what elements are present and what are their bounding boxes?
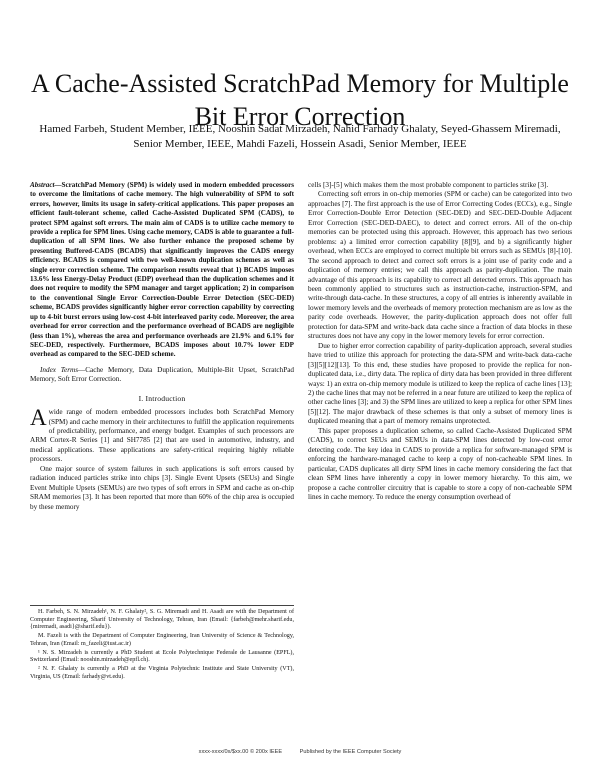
publisher-notice: Published by the IEEE Computer Society [299, 749, 402, 755]
body-paragraph: Due to higher error correction capability of parity-duplication approach, several studies have tried to utilize this approach for protecting the data-SPM and write-back data-cache [3][5][12][13]. To this end, these studies have proposed to provide the replica for non-duplicated data, i.e., dirty data. The replica of dirty data has been provided in three different ways: 1) an extra on-chip memory module is utilized to keep the replica of cache lines [13]; 2) the cache lines that may not be referred in a near future are utilized to keep the replica of other cache lines [3]; and 3) the SPM lines are utilized to keep a replica for other SPM lines [5][12]. The major drawback of these schemes is that only a subset of memory lines is duplicated meaning that a part of memory remains unprotected. [308, 341, 572, 426]
index-terms-label: Index Terms [40, 365, 79, 374]
footnote: M. Fazeli is with the Department of Computer Engineering, Iran University of Science & Technology, Tehran, Iran (Email: m_fazeli@iust.ac.ir) [30, 633, 294, 647]
left-column [30, 181, 294, 512]
author-list: Hamed Farbeh, Student Member, IEEE, Nooshin Sadat Mirzadeh, Nahid Farhady Ghalaty, Seyed-Ghassem Miremadi, Senior Member, IEEE, Mahdi Fazeli, Hossein Asadi, Senior Member, IEEE [39, 123, 561, 150]
page-footer [0, 749, 600, 755]
abstract-label: Abstract— [30, 181, 62, 189]
footnote: ¹ N. S. Mirzadeh is currently a PhD Student at Ecole Polytechnique Federale de Lausanne (EPFL), Switzerland (Email: nooshin.mirzadeh@epfl.ch). [30, 649, 294, 664]
abstract-text: ScratchPad Memory (SPM) is widely used in modern embedded processors to overcome the limitations of cache memory. The high vulnerability of SPM to soft errors, however, limits its usage in safety-critical applications. This paper proposes an efficient fault-tolerant scheme, called Cache-Assisted Duplicated SPM (CADS), to protect SPM against soft errors. The main aim of CADS is to utilize cache memory to provide a replica for SPM lines. Using cache memory, CADS is able to guarantee a full-duplication of all SPM lines. We also further enhance the proposed scheme by presenting Buffered-CADS (BCADS) that significantly improves the CADS energy efficiency. BCADS is compared with two well-known duplication schemes as well as single error correction scheme. The comparison results reveal that 1) BCADS imposes 13.6% less Energy-Delay Product (EDP) overhead than the duplication schemes and it does not require to modify the SPM manager and target application; 2) in comparison to the conventional Single Error Correction-Double Error Detection (SEC-DED) scheme, BCADS provides significantly higher error correction capability by correcting up to 4-bit burst errors using low-cost 4-bit interleaved parity code. Moreover, the area overhead for error correction and the performance overhead of BCADS are negligible (less than 1%), whereas the area and performance overheads are 21.9% and 6.1% for SEC-DED, respectively. Furthermore, BCADS imposes about 10.7% lower EDP overhead as compared to the SEC-DED scheme. [30, 181, 294, 359]
footnote: H. Farbeh, S. N. Mirzadeh¹, N. F. Ghalaty², S. G. Miremadi and H. Asadi are with the Department of Computer Engineering, Sharif University of Technology, Tehran, Iran (Email: {farbeh@mehr.sharif.edu, {miremadi, asadi}@sharif.edu}). [30, 609, 294, 631]
index-terms [30, 366, 294, 385]
dropcap-letter: A [30, 405, 47, 431]
footnote: ² N. F. Ghalaty is currently a PhD at the Virginia Polytechnic Institute and State University (VT), Virginia, US (Email: farhady@vt.edu). [30, 665, 294, 680]
body-paragraph: This paper proposes a duplication scheme, so called Cache-Assisted Duplicated SPM (CADS), to correct SEUs and SEMUs in data-SPM lines detected by low-cost error detecting code. The key idea in CADS to provide a replica for software-managed SPM is enforcing the hardware-managed cache to keep a copy of non-cacheable SPM lines. In particular, CADS duplicates all dirty SPM lines in cache memory considering the fact that clean SPM lines have inherently a copy in lower memory hierarchy. To this aim, we propose a cache controller circuitry that is capable to store a copy of non-cacheable SPM lines in cache memory. To reduce the energy consumption overhead of [308, 426, 572, 501]
paper-title: A Cache-Assisted ScratchPad Memory for Multiple Bit Error Correction [31, 69, 569, 132]
footnotes [30, 605, 294, 682]
abstract [30, 181, 294, 360]
body-paragraph: Correcting soft errors in on-chip memories (SPM or cache) can be categorized into two approaches [7]. The first approach is the use of Error Correcting Codes (ECCs), e.g., Single Error Correction-Double Error Detection (SEC-DED) and SEC-DED-Double Adjacent Error Correction (SEC-DED-DAEC), to detect and correct errors. All of the on-chip memories can be protected using this approach. However, this approach has two serious problems: a) a limited error correction capability [8][9], and b) a significantly higher overhead, when ECCs are employed to correct multiple bit errors such as SEMUs [8]-[10]. The second approach to detect and correct soft errors is a joint use of parity code and a duplication of memory entries; we call this approach as parity-duplication. The main advantage of this approach is its capability to correct all detected errors. This approach has been commonly applied to structures such as instruction-cache, instruction-SPM, and write-through data-cache. In these structures, a copy of all entries is inherently available in lower memory levels and the overheads of memory protection mechanism are as low as the parity code overheads. However, the parity-duplication approach does not offer full protection for data-SPM and write-back data cache since a fraction of data blocks in these structures does not have any copy in the lower memory levels for error correction. [308, 190, 572, 341]
section-heading: I. Introduction [138, 393, 186, 403]
right-column [308, 181, 572, 502]
intro-paragraph [30, 405, 294, 465]
copyright-notice: xxxx-xxxx/0x/$xx.00 © 200x IEEE [198, 749, 283, 755]
body-paragraph: One major source of system failures in such applications is soft errors caused by radiation induced particles strike into chips [3]. Single Event Upsets (SEUs) and Single Event Multiple Upsets (SEMUs) are two types of soft errors in SPM and cache as on-chip SRAM memories [3]. It has been reported that more than 60% of the chip area is occupied by these memory [30, 464, 294, 511]
body-paragraph: cells [3]-[5] which makes them the most probable component to particles strike [3]. [308, 181, 549, 189]
index-terms-text: —Cache Memory, Data Duplication, Multiple-Bit Upset, ScratchPad Memory, Soft Error Correction. [30, 365, 294, 384]
intro-paragraph-text: wide range of modern embedded processors includes both ScratchPad Memory (SPM) and cache memory in their architectures to fulfill the application requirements of predictability, performance, and energy budget. Examples of such processors are ARM Cortex-R Series [1] and SH7785 [2] that are used in automotive, industry, and medical applications. These applications are safety-critical requiring highly reliable processors. [30, 408, 294, 464]
